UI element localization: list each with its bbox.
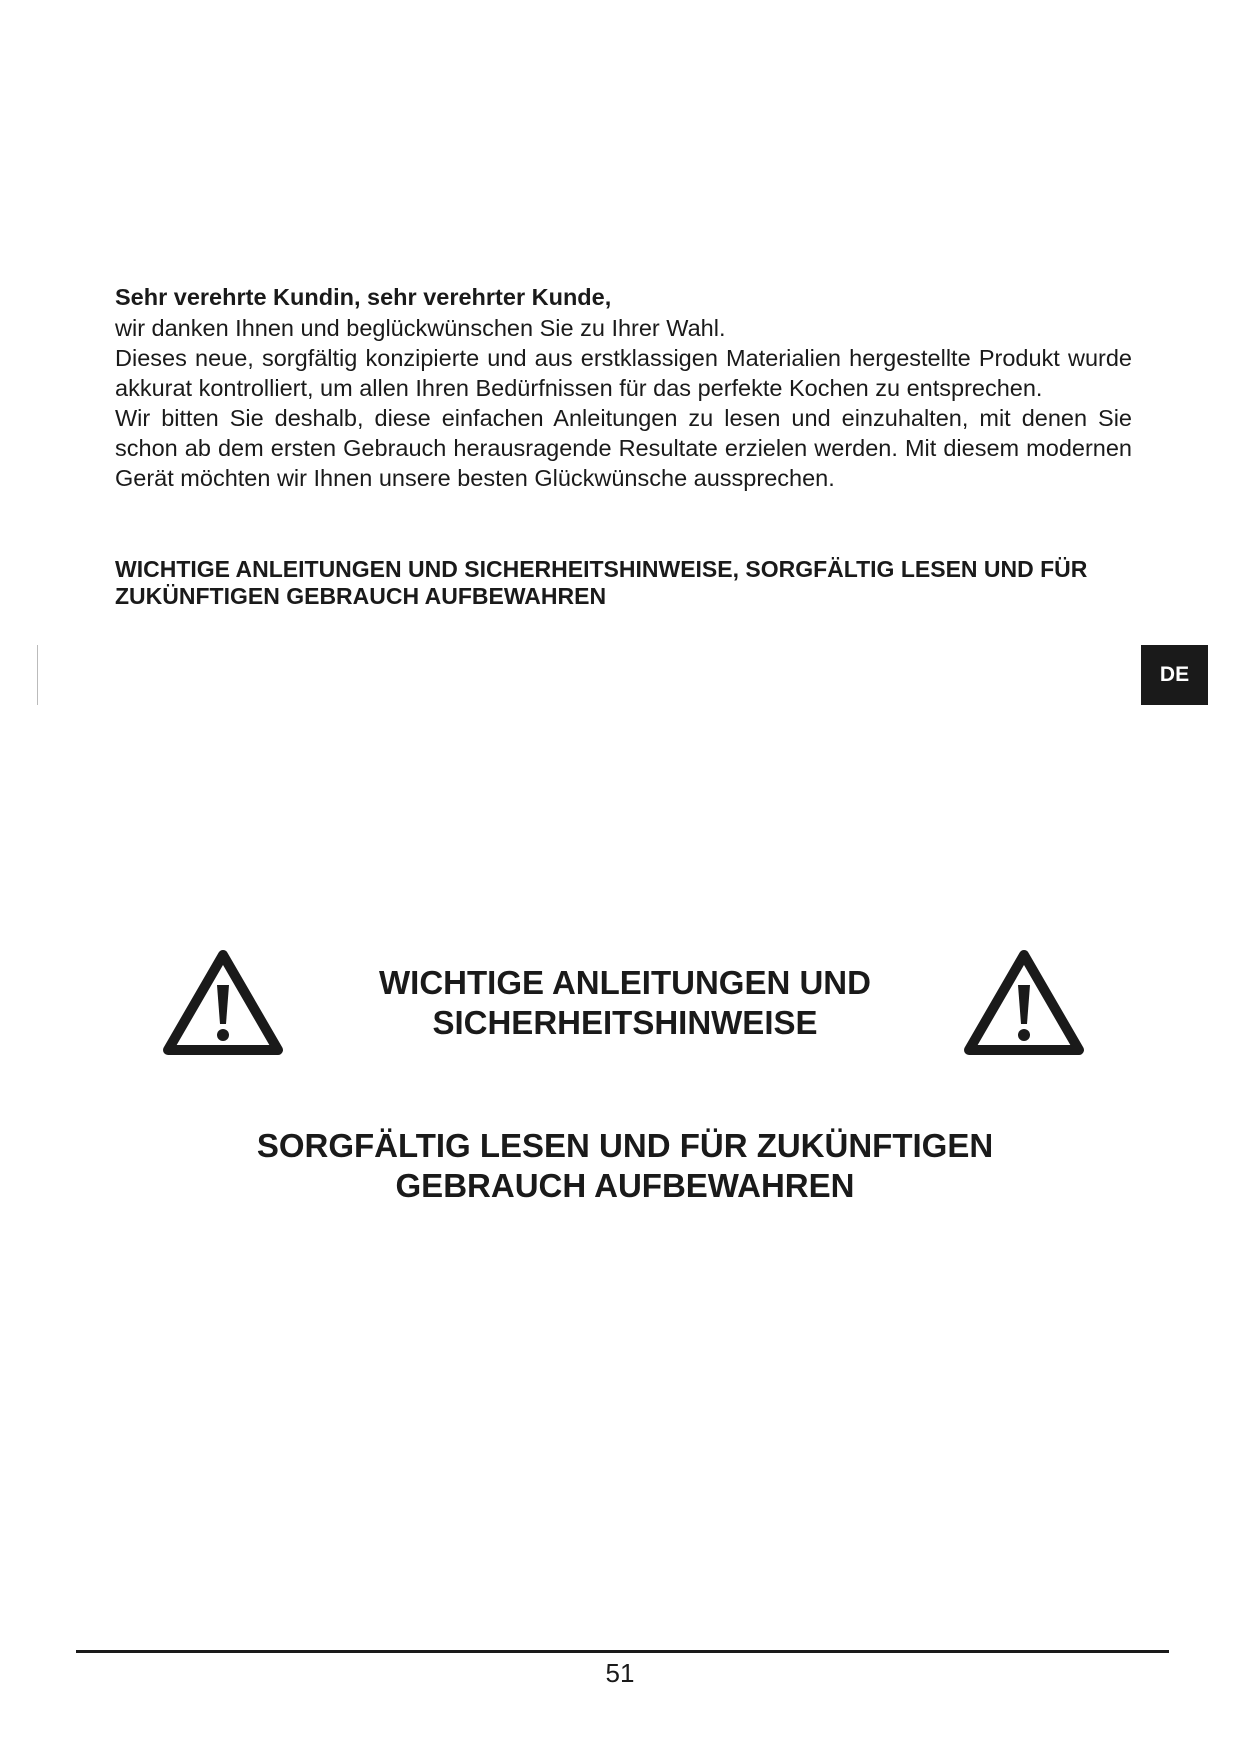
keep-instructions-title (170, 1126, 1080, 1206)
margin-rule (37, 645, 38, 705)
warning-triangle-icon (162, 949, 284, 1057)
greeting: Sehr verehrte Kundin, sehr verehrter Kunde, (115, 284, 612, 310)
warning-title-line2: SICHERHEITSHINWEISE (432, 1004, 818, 1041)
thanks-paragraph: wir danken Ihnen und beglückwünschen Sie zu Ihrer Wahl. (115, 315, 726, 341)
warning-title-line1: WICHTIGE ANLEITUNGEN UND (379, 964, 871, 1001)
product-paragraph: Dieses neue, sorgfältig konzipierte und aus erstklassigen Materialien hergestellte Produkt wurde akkurat kontrolliert, um allen Ihren Bedürfnissen für das perfekte Kochen zu entsprechen. (115, 345, 1132, 401)
intro-section (115, 281, 1132, 493)
keep-title-line1: SORGFÄLTIG LESEN UND FÜR ZUKÜNFTIGEN (256, 1127, 994, 1164)
request-paragraph: Wir bitten Sie deshalb, diese einfachen Anleitungen zu lesen und einzuhalten, mit denen Sie schon ab dem ersten Gebrauch herausragende Resultate erzielen werden. Mit diesem modernen Gerät möchten wir Ihnen unsere besten Glückwünsche aussprechen. (115, 405, 1132, 491)
safety-notice: WICHTIGE ANLEITUNGEN UND SICHERHEITSHINWEISE, SORGFÄLTIG LESEN UND FÜR ZUKÜNFTIGEN GEBRAUCH AUFBEWAHREN (115, 556, 1088, 609)
warning-triangle-icon (963, 949, 1085, 1057)
page-number: 51 (605, 1658, 635, 1688)
warning-title (300, 963, 950, 1043)
footer-rule (76, 1650, 1169, 1653)
keep-title-line2: GEBRAUCH AUFBEWAHREN (395, 1167, 855, 1204)
language-tab: DE (1141, 645, 1208, 705)
